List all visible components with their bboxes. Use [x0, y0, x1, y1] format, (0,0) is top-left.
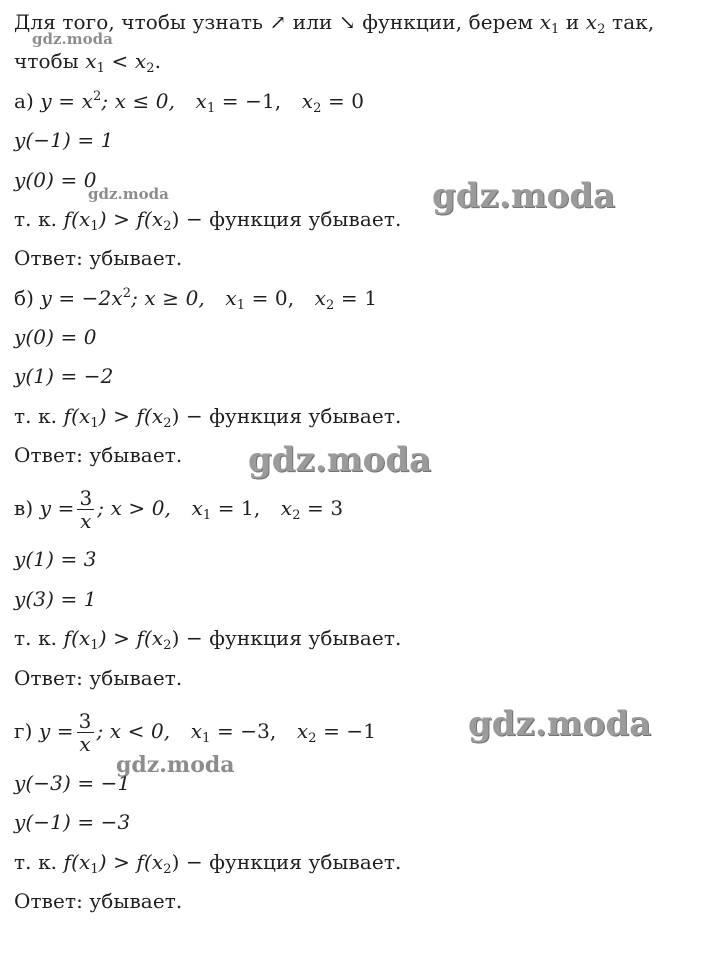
f-x1-index: 1	[90, 862, 99, 877]
f-x1: f(x	[63, 626, 91, 650]
part-v-y2	[14, 587, 97, 611]
answer-text: Ответ: убывает.	[14, 246, 183, 270]
function: y = x	[40, 89, 93, 113]
part-v-y1	[14, 547, 97, 571]
f-x2-index: 2	[163, 638, 172, 653]
f-x1: f(x	[63, 207, 91, 231]
y-value-1: y(0) = 0	[14, 325, 97, 349]
x2-index: 2	[308, 731, 317, 746]
y-value-1: y(−3) = −1	[14, 771, 131, 795]
cmp-index-2: 2	[146, 61, 155, 76]
x2-var: x	[296, 719, 309, 743]
part-b-y2	[14, 364, 113, 388]
part-b-answer	[14, 443, 182, 467]
cmp-index-1: 1	[96, 61, 106, 76]
x2-value: = 0	[327, 89, 365, 113]
f-x1: f(x	[63, 850, 91, 874]
since-word: т. к.	[14, 850, 58, 874]
less-than: <	[111, 49, 129, 73]
y-value-1: y(−1) = 1	[14, 128, 114, 152]
intro-text: Для того, чтобы узнать ↗ или ↘ функции, берем	[14, 10, 534, 34]
part-label: б)	[14, 286, 35, 310]
denominator: x	[79, 732, 91, 756]
x1-value: = −1,	[221, 89, 282, 113]
x1-var: x	[190, 719, 203, 743]
x2-index: 2	[313, 101, 322, 116]
part-g-y1	[14, 771, 130, 795]
condition: ; x ≤ 0,	[101, 89, 176, 113]
part-g-y2	[14, 810, 130, 834]
watermark-logo: gdz.moda	[116, 752, 235, 778]
function: y = −2x	[40, 286, 123, 310]
part-g-answer	[14, 889, 182, 913]
watermark-logo: gdz.moda	[432, 176, 616, 216]
y-value-2: y(0) = 0	[14, 168, 97, 192]
x1-var: x	[191, 496, 203, 520]
x2-value: = 3	[307, 496, 344, 520]
x1-value: = −3,	[216, 719, 277, 743]
function: y =	[38, 719, 74, 743]
cmp-x1: x	[85, 49, 97, 73]
and-word: и	[565, 10, 580, 34]
y-value-2: y(1) = −2	[14, 364, 114, 388]
x2-index: 2	[292, 508, 301, 523]
var-x1: x	[539, 10, 552, 34]
x2-value: = 1	[340, 286, 378, 310]
condition: ; x < 0,	[96, 719, 171, 743]
x1-index: 1	[202, 508, 212, 523]
answer-text: Ответ: убывает.	[14, 889, 183, 913]
x1-var: x	[225, 286, 237, 310]
intro-text-2: чтобы	[14, 49, 79, 73]
conclusion-tail: ) − функция убывает.	[171, 626, 402, 650]
part-b-conclusion	[14, 404, 402, 431]
period: .	[154, 49, 162, 73]
numerator: 3	[79, 486, 93, 510]
conclusion-tail: ) − функция убывает.	[171, 404, 402, 428]
index-1: 1	[551, 22, 560, 37]
f-x1-index: 1	[90, 219, 99, 234]
index-2: 2	[597, 22, 606, 37]
fraction	[77, 487, 94, 532]
var-x2: x	[585, 10, 598, 34]
x1-index: 1	[236, 298, 246, 313]
answer-text: Ответ: убывает.	[14, 443, 183, 467]
x2-var: x	[314, 286, 327, 310]
x1-value: = 1,	[217, 496, 261, 520]
f-x1: f(x	[63, 404, 91, 428]
answer-text: Ответ: убывает.	[14, 666, 183, 690]
greater-than: ) > f(x	[98, 850, 164, 874]
numerator: 3	[78, 709, 92, 733]
condition: ; x > 0,	[97, 496, 172, 520]
part-a-header	[14, 89, 365, 116]
part-g-conclusion	[14, 850, 402, 877]
x1-index: 1	[206, 101, 216, 116]
x2-var: x	[301, 89, 314, 113]
part-b-y1	[14, 325, 97, 349]
x2-index: 2	[326, 298, 335, 313]
watermark-logo: gdz.moda	[88, 185, 169, 203]
watermark-logo: gdz.moda	[32, 30, 113, 48]
watermark-logo: gdz.moda	[468, 704, 652, 744]
fraction	[77, 710, 94, 755]
y-value-1: y(1) = 3	[14, 547, 97, 571]
x2-value: = −1	[323, 719, 377, 743]
greater-than: ) > f(x	[98, 404, 164, 428]
since-word: т. к.	[14, 207, 58, 231]
x1-value: = 0,	[251, 286, 295, 310]
part-v-conclusion	[14, 626, 402, 653]
watermark-logo: gdz.moda	[248, 440, 432, 480]
part-label: г)	[14, 719, 33, 743]
power: 2	[92, 89, 102, 104]
part-v-answer	[14, 666, 182, 690]
part-a-answer	[14, 246, 182, 270]
y-value-2: y(−1) = −3	[14, 810, 131, 834]
solution-document	[14, 0, 702, 961]
part-g-header	[14, 707, 376, 755]
f-x2-index: 2	[163, 219, 172, 234]
x1-index: 1	[202, 731, 211, 746]
part-label: в)	[14, 496, 34, 520]
part-v-header	[14, 484, 343, 532]
x1-var: x	[195, 89, 207, 113]
part-b-header	[14, 286, 378, 313]
x2-var: x	[280, 496, 293, 520]
f-x2-index: 2	[163, 416, 172, 431]
greater-than: ) > f(x	[98, 207, 164, 231]
part-a-conclusion	[14, 207, 402, 234]
since-word: т. к.	[14, 626, 58, 650]
f-x1-index: 1	[90, 638, 99, 653]
part-a-y2	[14, 168, 97, 192]
denominator: x	[80, 509, 92, 533]
power: 2	[122, 286, 132, 301]
since-word: т. к.	[14, 404, 58, 428]
cmp-x2: x	[134, 49, 147, 73]
intro-tail: так,	[612, 10, 655, 34]
condition: ; x ≥ 0,	[131, 286, 205, 310]
function: y =	[39, 496, 75, 520]
f-x2-index: 2	[163, 862, 172, 877]
y-value-2: y(3) = 1	[14, 587, 97, 611]
intro-line-2	[14, 49, 162, 76]
part-label: а)	[14, 89, 34, 113]
conclusion-tail: ) − функция убывает.	[171, 207, 402, 231]
part-a-y1	[14, 128, 113, 152]
greater-than: ) > f(x	[98, 626, 164, 650]
f-x1-index: 1	[90, 416, 99, 431]
conclusion-tail: ) − функция убывает.	[171, 850, 402, 874]
